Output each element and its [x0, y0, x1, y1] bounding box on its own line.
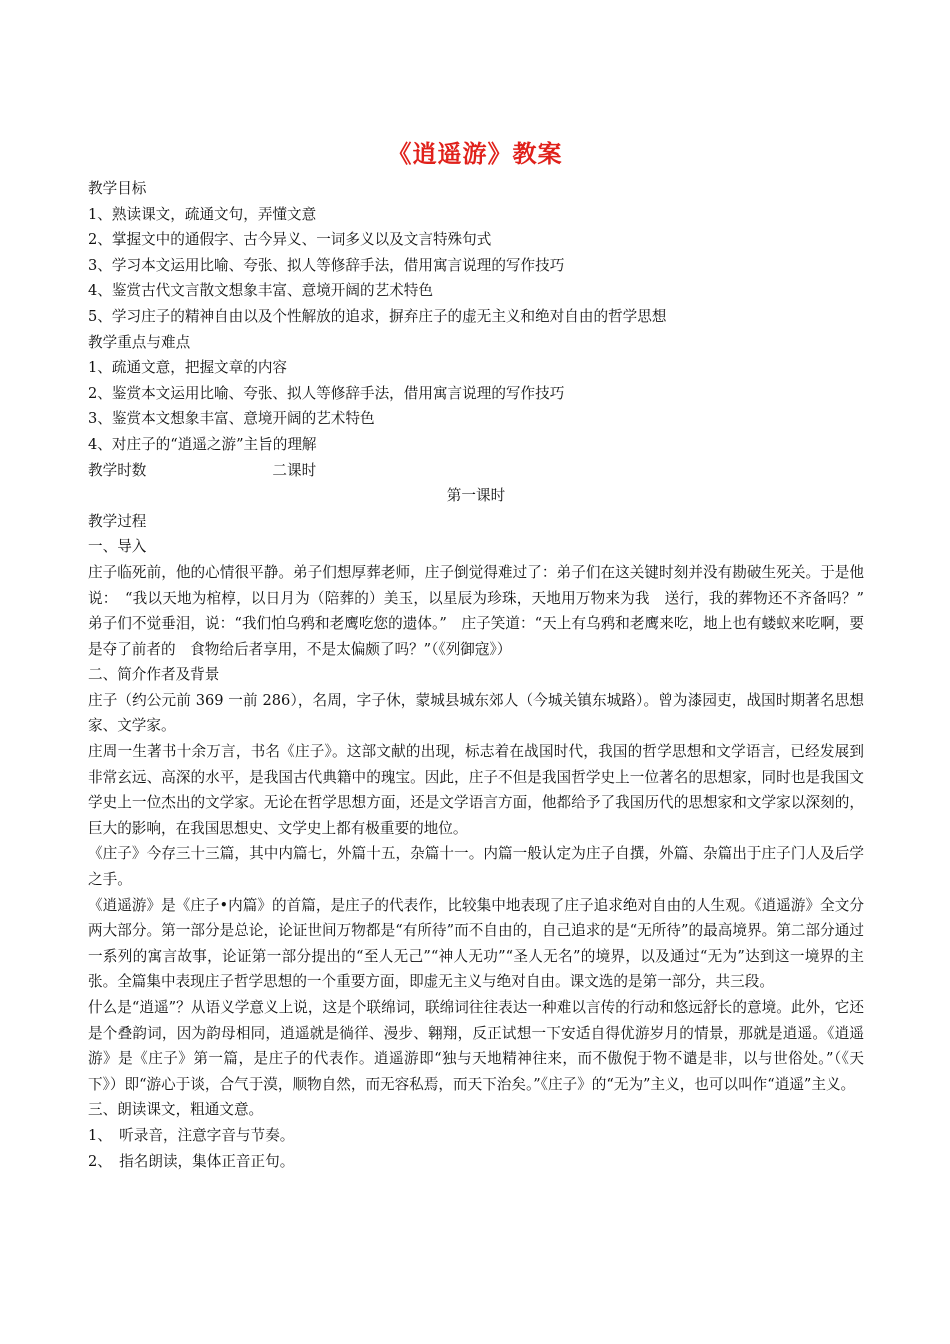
document-title: 《逍遥游》教案	[387, 140, 563, 168]
section-heading: 一、导入	[88, 538, 147, 556]
objective-item: 2、掌握文中的通假字、古今异义、一词多义以及文言特殊句式	[88, 231, 492, 249]
teaching-hours-label: 教学时数	[88, 461, 147, 479]
teaching-hours-value: 二课时	[272, 461, 317, 479]
key-point-item: 4、对庄子的“逍遥之游”主旨的理解	[88, 435, 317, 453]
document-body	[88, 176, 879, 1174]
key-point-item: 3、鉴赏本文想象丰富、意境开阔的艺术特色	[88, 410, 375, 428]
key-point-item: 2、鉴赏本文运用比喻、夸张、拟人等修辞手法，借用寓言说理的写作技巧	[88, 384, 565, 402]
key-points-heading: 教学重点与难点	[88, 333, 191, 351]
author-paragraph: 《逍遥游》是《庄子•内篇》的首篇，是庄子的代表作，比较集中地表现了庄子追求绝对自由的人生观。《逍遥游》全文分两大部分。第一部分是总论，论证世间万物都是“有所待”而不自由的，自己追求的是“无所待”的最高境界。第二部分通过一系列的寓言故事，论证第一部分提出的“至人无己”“神人无功”“圣人无名”的境界，以及通过“无为”达到这一境界的主张。全篇集中表现庄子哲学思想的一个重要方面，即虚无主义与绝对自由。课文选的是第一部分，共三段。	[88, 896, 864, 991]
process-heading: 教学过程	[88, 512, 147, 530]
author-paragraph: 《庄子》今存三十三篇，其中内篇七，外篇十五，杂篇十一。内篇一般认定为庄子自撰，外篇、杂篇出于庄子门人及后学之手。	[88, 845, 864, 889]
key-point-item: 1、疏通文意，把握文章的内容	[88, 359, 288, 377]
section-heading: 三、朗读课文，粗通文意。	[88, 1101, 264, 1119]
teaching-hours-row	[88, 458, 864, 484]
lesson-title: 第一课时	[446, 487, 506, 505]
section-heading: 二、简介作者及背景	[88, 666, 220, 684]
author-paragraph: 庄子（约公元前 369 一前 286），名周，字子休，蒙城县城东郊人（今城关镇东城路）。曾为漆园吏，战国时期著名思想家、文学家。	[88, 691, 864, 735]
reading-step-item: 1、 听录音，注意字音与节奏。	[88, 1126, 295, 1144]
objective-item: 1、熟读课文，疏通文句，弄懂文意	[88, 205, 317, 223]
objective-item: 4、鉴赏古代文言散文想象丰富、意境开阔的艺术特色	[88, 282, 433, 300]
objective-item: 5、学习庄子的精神自由以及个性解放的追求，摒弃庄子的虚无主义和绝对自由的哲学思想	[88, 307, 667, 325]
reading-step-item: 2、 指名朗读，集体正音正句。	[88, 1152, 295, 1170]
objectives-heading: 教学目标	[88, 180, 147, 197]
objective-item: 3、学习本文运用比喻、夸张、拟人等修辞手法，借用寓言说理的写作技巧	[88, 256, 565, 274]
author-paragraph: 什么是“逍遥”？从语义学意义上说，这是个联绵词，联绵词往往表达一种难以言传的行动和悠远舒长的意境。此外，它还是个叠韵词，因为韵母相同，逍遥就是徜徉、漫步、翱翔，反正试想一下安适自得优游岁月的情景，那就是逍遥。《逍遥游》是《庄子》第一篇，是庄子的代表作。逍遥游即“独与天地精神往来，而不傲倪于物不谴是非，以与世俗处。”（《天下》）即“游心于谈，合气于漠，顺物自然，而无容私焉，而天下治矣。”《庄子》的“无为”主义，也可以叫作“逍遥”主义。	[88, 999, 864, 1093]
author-paragraph: 庄周一生著书十余万言，书名《庄子》。这部文献的出现，标志着在战国时代，我国的哲学思想和文学语言，已经发展到非常玄远、高深的水平，是我国古代典籍中的瑰宝。因此，庄子不但是我国哲学史上一位著名的思想家，同时也是我国文学史上一位杰出的文学家。无论在哲学思想方面，还是文学语言方面，他都给予了我国历代的思想家和文学家以深刻的，巨大的影响，在我国思想史、文学史上都有极重要的地位。	[88, 743, 864, 837]
intro-paragraph: 庄子临死前，他的心情很平静。弟子们想厚葬老师，庄子倒觉得难过了：弟子们在这关键时刻并没有勘破生死关。于是他说： “我以天地为棺椁，以日月为（陪葬的）美玉，以星辰为珍珠，天地用万物来为我 送行，我的葬物还不齐备吗？” 弟子们不觉垂泪，说：“我们怕乌鸦和老鹰吃您的遗体。” 庄子笑道：“天上有乌鸦和老鹰来吃，地上也有蝼蚁来吃啊，要是夺了前者的 食物给后者享用，不是太偏颇了吗？”（《列御寇》）	[88, 563, 879, 658]
